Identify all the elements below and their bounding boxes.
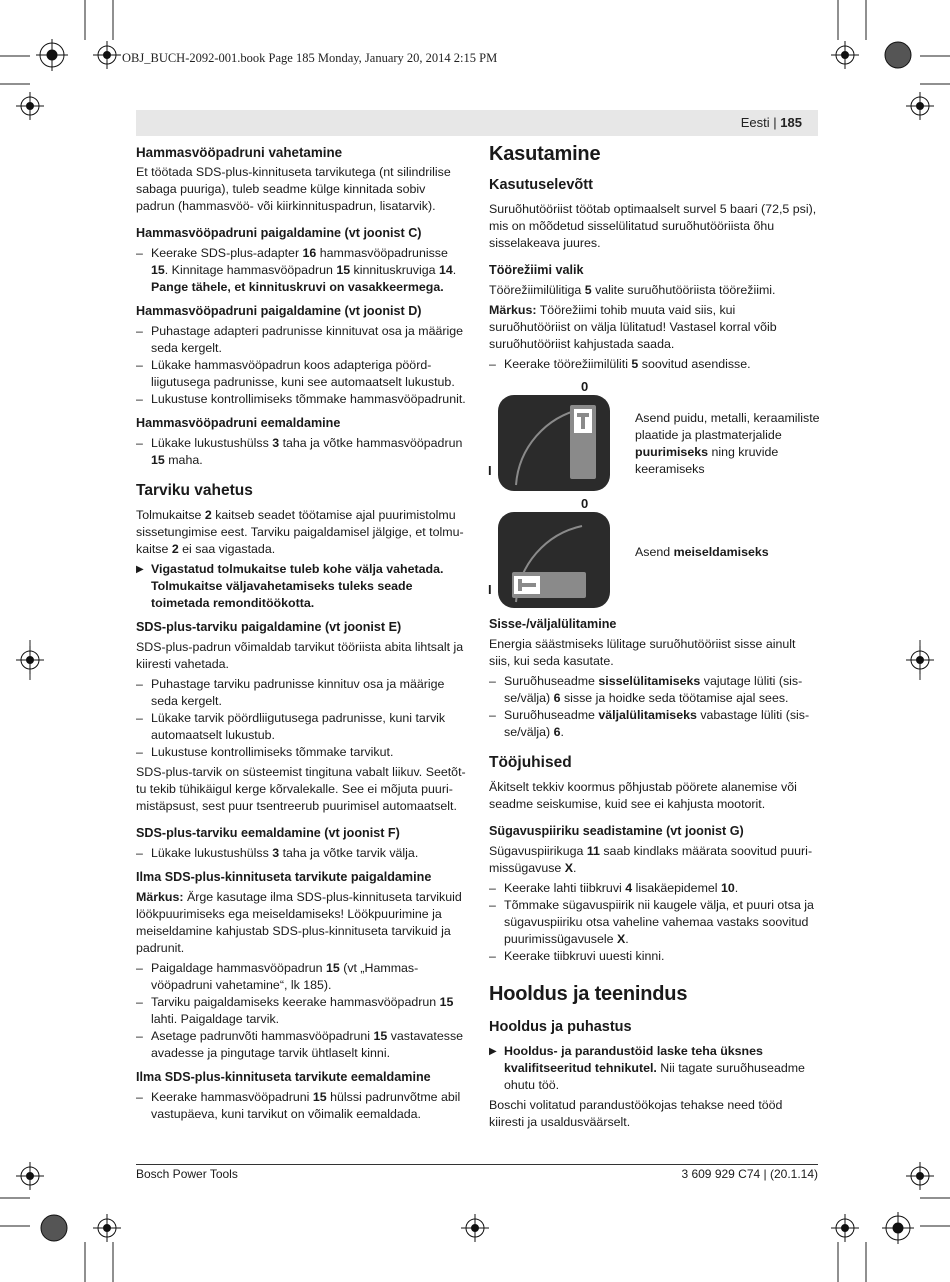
left-column <box>136 144 466 1123</box>
right-column-top <box>489 141 819 373</box>
section-title: Ilma SDS-plus-kinnituseta tarvikute paigaldamine <box>136 870 432 884</box>
arrow-icon: ▶ <box>136 564 144 575</box>
switch-label-on: I <box>488 463 492 478</box>
header-separator: | <box>773 115 777 130</box>
header-language: Eesti <box>740 115 770 130</box>
section-heading: Kasutuselevõtt <box>489 177 593 193</box>
page-header-bar <box>136 110 818 136</box>
print-crop-line: OBJ_BUCH-2092-001.book Page 185 Monday, January 20, 2014 2:15 PM <box>122 51 498 65</box>
list-item: – Puhastage tarviku padrunisse kinnituv osa ja määrige seda kergelt. <box>136 677 445 708</box>
list-item: – Keerake lahti tiibkruvi 4 lisakäepidemel 10. <box>489 881 739 895</box>
section-heading: Tööjuhised <box>489 754 572 771</box>
switch-label-off: 0 <box>581 379 589 394</box>
section-heading: Tarviku vahetus <box>136 482 253 499</box>
figure-caption: Asend meiseldamiseks <box>635 545 769 559</box>
list-item: – Asetage padrunvõti hammasvööpadruni 15 vastavatesse avadesse ja pingutage tarvik ühtlaselt kinni. <box>136 1029 464 1060</box>
footer-rule <box>136 1164 818 1165</box>
list-item: – Suruõhuseadme sisselülitamiseks vajutage lüliti (sisse/välja) 6 sisse ja hoidke seda töötamise ajal sees. <box>489 674 803 705</box>
list-item: – Lukustuse kontrollimiseks tõmmake tarvikut. <box>136 745 394 759</box>
paragraph: Tolmukaitse 2 kaitseb seadet töötamise ajal puurimistolmu sissetungimise eest. Tarviku paigaldamisel jälgige, et tolmukaitse 2 ei saa vigastada. <box>136 508 464 556</box>
section-title: SDS-plus-tarviku paigaldamine (vt joonist E) <box>136 620 402 634</box>
paragraph: Töörežiimilülitiga 5 valite suruõhutööriista töörežiimi. <box>489 283 776 297</box>
right-column-bottom <box>489 616 819 1134</box>
section-heading: Hooldus ja puhastus <box>489 1019 632 1035</box>
section-title: Sisse-/väljalülitamine <box>489 617 617 631</box>
warning-item: ▶ Hooldus- ja parandustöid laske teha üksnes kvalifitseeritud tehnikutel. Nii tagate suruõhuseadme ohutu töö. <box>489 1044 805 1092</box>
chapter-heading: Kasutamine <box>489 143 601 165</box>
footer-doc-number: 3 609 929 C74 | (20.1.14) <box>681 1167 818 1181</box>
list-item: – Lükake tarvik pöördliigutusega padrunisse, kuni tarvik automaatselt lukustub. <box>136 711 446 742</box>
figure-caption: Asend puidu, metalli, keraamiliste plaatide ja plastmaterjalide puurimiseks ning kruvide keeramiseks <box>635 411 820 476</box>
page-header <box>741 115 802 130</box>
list-item: – Lükake lukustushülss 3 taha ja võtke tarvik välja. <box>136 846 419 860</box>
mode-switch-drilling-icon <box>498 395 610 491</box>
section-title: Hammasvööpadruni eemaldamine <box>136 416 341 430</box>
section-title: Töörežiimi valik <box>489 263 584 277</box>
chapter-heading: Hooldus ja teenindus <box>489 983 688 1005</box>
footer-brand: Bosch Power Tools <box>136 1167 238 1181</box>
paragraph: Sügavuspiirikuga 11 saab kindlaks määrata soovitud puurimissügavuse X. <box>489 844 813 875</box>
list-item: – Suruõhuseadme väljalülitamiseks vabastage lüliti (sisse/välja) 6. <box>489 708 810 739</box>
paragraph: Suruõhutööriist töötab optimaalselt survel 5 baari (72,5 psi), mis on mõõdetud sisselülitatud suruõhutööriista õhu sisselakeava juures. <box>489 202 817 250</box>
switch-label-off: 0 <box>581 496 589 511</box>
list-item: – Lükake hammasvööpadrun koos adapteriga pöördliigutusega padrunisse, kuni see automaatselt lukustub. <box>136 358 455 389</box>
list-item: – Lükake lukustushülss 3 taha ja võtke hammasvööpadrun 15 maha. <box>136 436 463 467</box>
mode-switch-chiselling-icon <box>498 512 610 608</box>
note: Märkus: Ärge kasutage ilma SDS-plus-kinnituseta tarvikuid löökpuurimiseks ega meiseldamiseks! Löökpuurimine ja meiseldamine kahjustab SDS-plus-kinnituseta tarvikuid ja padrunit. <box>136 890 462 955</box>
paragraph: SDS-plus-padrun võimaldab tarvikut tööriista abita lihtsalt ja kiiresti vahetada. <box>136 640 464 671</box>
arrow-icon: ▶ <box>489 1046 497 1057</box>
list-item: – Lukustuse kontrollimiseks tõmmake hammasvööpadrunit. <box>136 392 466 406</box>
list-item: – Tõmmake sügavuspiirik nii kaugele välja, et puuri otsa ja sügavuspiiriku otsa vaheline vahemaa vastaks soovitud puurimissügavusele X. <box>489 898 814 946</box>
paragraph: SDS-plus-tarvik on süsteemist tingituna vabalt liikuv. Seetõttu tekib tühikäigul kerge kõrvalekalle. See ei mõjuta puurimistäpsust, sest puur tsentreerub puurimisel automaatselt. <box>136 765 466 813</box>
list-item: – Tarviku paigaldamiseks keerake hammasvööpadrun 15 lahti. Paigaldage tarvik. <box>136 995 454 1026</box>
paragraph: Energia säästmiseks lülitage suruõhutööriist sisse ainult siis, kui seda kasutate. <box>489 637 796 668</box>
list-item: – Paigaldage hammasvööpadrun 15 (vt „Hammasvööpadruni vahetamine“, lk 185). <box>136 961 419 992</box>
paragraph: Äkitselt tekkiv koormus põhjustab pöörete alanemise või seadme seiskumise, kuid see ei kahjusta mootorit. <box>489 780 797 811</box>
section-title: Sügavuspiiriku seadistamine (vt joonist G) <box>489 824 744 838</box>
list-item: – Keerake SDS-plus-adapter 16 hammasvööpadrunisse 15. Kinnitage hammasvööpadrun 15 kinnituskruviga 14. Pange tähele, et kinnituskruvi on vasakkeermega. <box>136 246 457 294</box>
paragraph: Boschi volitatud parandustöökojas tehakse need tööd kiiresti ja usaldusväärselt. <box>489 1098 783 1129</box>
warning-item: ▶ Vigastatud tolmukaitse tuleb kohe välja vahetada. Tolmukaitse väljavahetamiseks tuleks seade toimetada remonditöökotta. <box>136 562 444 610</box>
note: Märkus: Töörežiimi tohib muuta vaid siis, kui suruõhutööriist on välja lülitatud! Vastasel korral võib suruõhutööriist kahjustada saada. <box>489 303 777 351</box>
list-item: – Keerake töörežiimilüliti 5 soovitud asendisse. <box>489 357 751 371</box>
page-number: 185 <box>780 115 802 130</box>
paragraph: Et töötada SDS-plus-kinnituseta tarvikutega (nt silindrilise sabaga puuriga), tuleb seadme külge kinnitada sobiv padrun (hammasvöö- või kiirkinnituspadrun, lisatarvik). <box>136 165 451 213</box>
section-title: Hammasvööpadruni paigaldamine (vt joonist D) <box>136 304 422 318</box>
section-title: Ilma SDS-plus-kinnituseta tarvikute eemaldamine <box>136 1070 431 1084</box>
section-title: Hammasvööpadruni vahetamine <box>136 145 343 160</box>
list-item: – Puhastage adapteri padrunisse kinnituvat osa ja määrige seda kergelt. <box>136 324 464 355</box>
section-title: SDS-plus-tarviku eemaldamine (vt joonist F) <box>136 826 400 840</box>
section-title: Hammasvööpadruni paigaldamine (vt joonist C) <box>136 226 422 240</box>
switch-label-on: I <box>488 582 492 597</box>
list-item: – Keerake hammasvööpadruni 15 hülssi padrunvõtme abil vastupäeva, kuni tarvikut on võimalik eemaldada. <box>136 1090 461 1121</box>
list-item: – Keerake tiibkruvi uuesti kinni. <box>489 949 665 963</box>
